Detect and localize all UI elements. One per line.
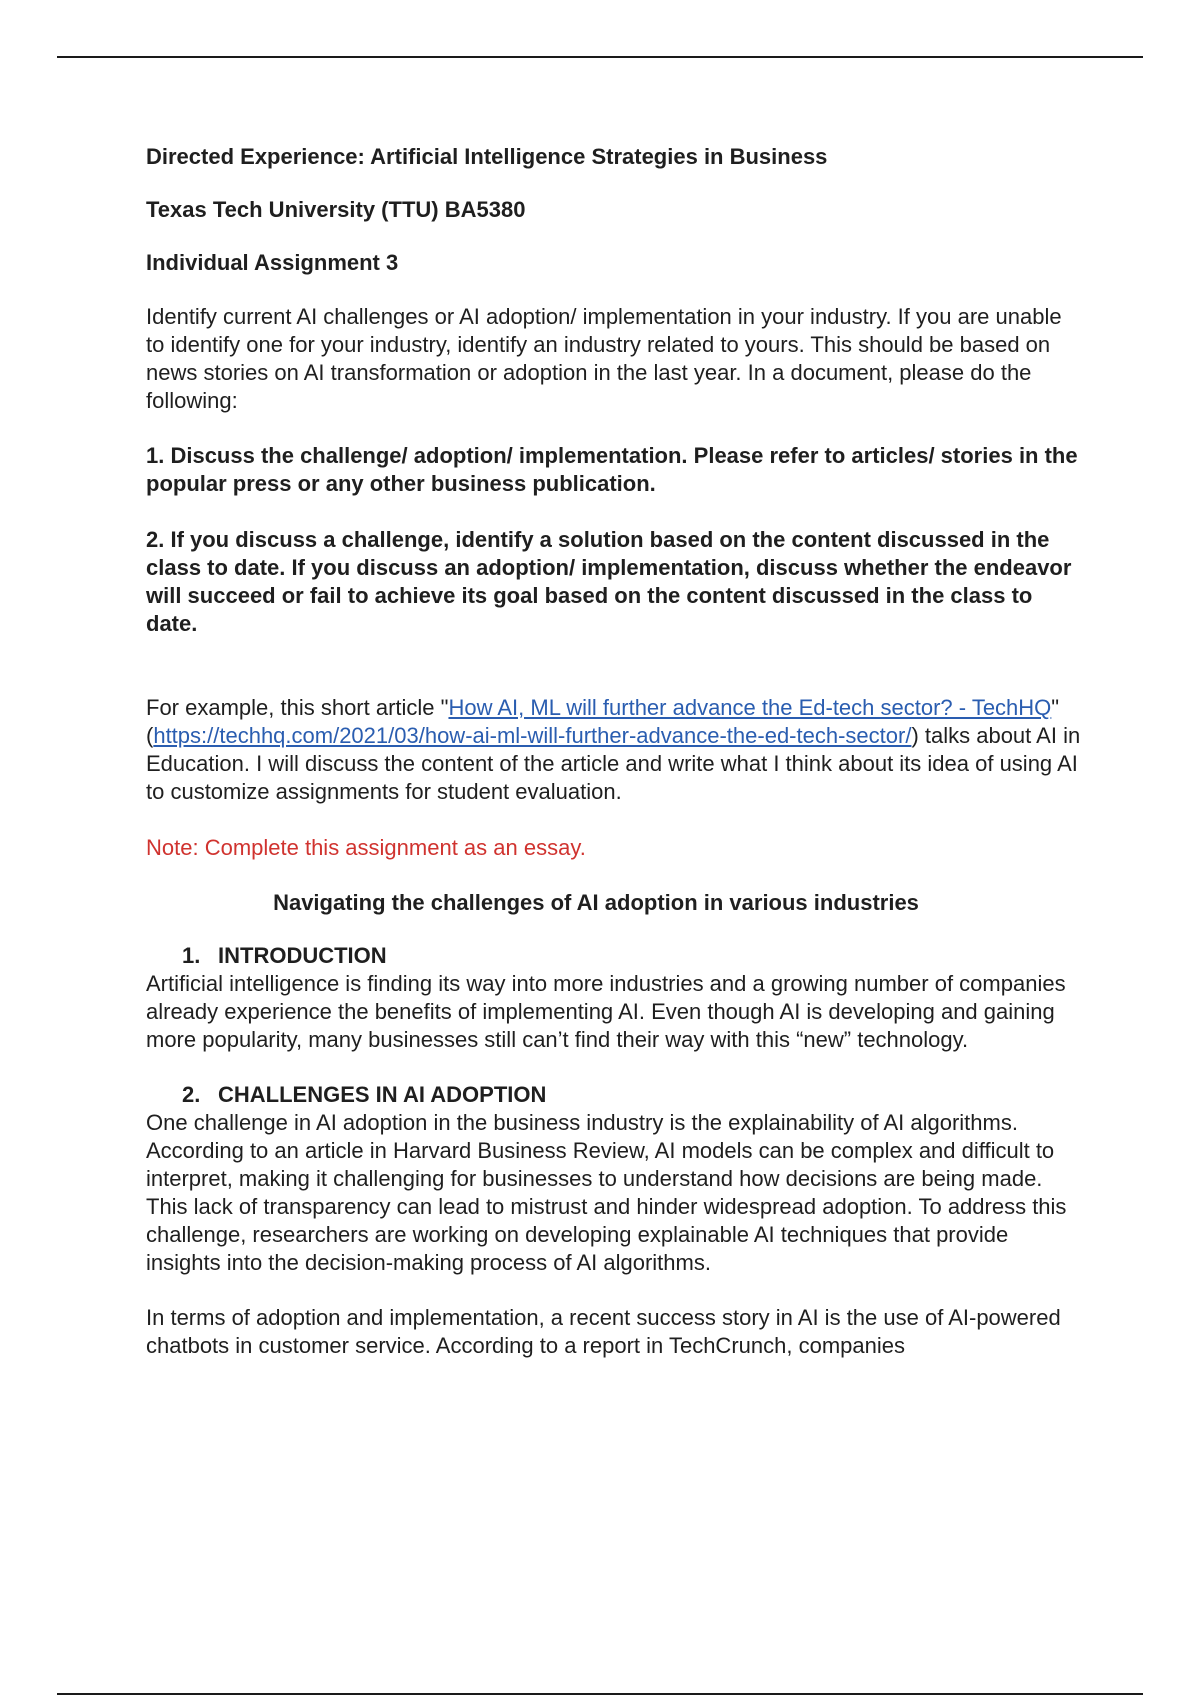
- challenges-paragraph-1: One challenge in AI adoption in the business industry is the explainability of AI algorithms. According to an article in Harvard Business Review, AI models can be complex and difficult to interpret, making it challenging for businesses to understand how decisions are being made. This lack of transparency can lead to mistrust and hinder widespread adoption. To address this challenge, researchers are working on developing explainable AI techniques that provide insights into the decision-making process of AI algorithms.: [146, 1110, 1067, 1275]
- section-heading-text: INTRODUCTION: [218, 943, 387, 968]
- introduction-paragraph: Artificial intelligence is finding its way into more industries and a growing number of companies already experience the benefits of implementing AI. Even though AI is developing and gaining more popularity, many businesses still can’t find their way with this “new” technology.: [146, 971, 1066, 1052]
- example-prefix: For example, this short article ": [146, 695, 449, 720]
- assignment-note: Note: Complete this assignment as an essay.: [146, 835, 586, 860]
- section-heading-challenges: [146, 1081, 1086, 1109]
- course-name: Texas Tech University (TTU) BA5380: [146, 197, 526, 222]
- section-heading-text: CHALLENGES IN AI ADOPTION: [218, 1082, 547, 1107]
- article-url-link[interactable]: https://techhq.com/2021/03/how-ai-ml-will-further-advance-the-ed-tech-sector/: [153, 723, 912, 748]
- article-title-link[interactable]: How AI, ML will further advance the Ed-tech sector? - TechHQ: [448, 695, 1052, 720]
- section-heading-introduction: [146, 942, 1086, 970]
- instruction-item-1: 1. Discuss the challenge/ adoption/ implementation. Please refer to articles/ stories in the popular press or any other business publication.: [146, 443, 1078, 496]
- essay-title: Navigating the challenges of AI adoption in various industries: [273, 890, 919, 915]
- example-suffix: ) talks about AI in Education. I will discuss the content of the article and write what I think about its idea of using AI to customize assignments for student evaluation.: [146, 723, 1081, 804]
- section-number: 1.: [182, 943, 201, 968]
- example-paragraph: [146, 694, 1086, 806]
- bottom-rule: [57, 1693, 1143, 1695]
- assignment-name: Individual Assignment 3: [146, 250, 399, 275]
- top-rule: [57, 56, 1143, 58]
- assignment-intro: Identify current AI challenges or AI adoption/ implementation in your industry. If you are unable to identify one for your industry, identify an industry related to yours. This should be based on news stories on AI transformation or adoption in the last year. In a document, please do the following:: [146, 304, 1062, 413]
- section-number: 2.: [182, 1082, 201, 1107]
- challenges-paragraph-2: In terms of adoption and implementation, a recent success story in AI is the use of AI-powered chatbots in customer service. According to a report in TechCrunch, companies: [146, 1305, 1061, 1358]
- example-middle: " (: [146, 695, 1060, 748]
- document-page: [146, 143, 1086, 1360]
- instruction-item-2: 2. If you discuss a challenge, identify a solution based on the content discussed in the class to date. If you discuss an adoption/ implementation, discuss whether the endeavor will succeed or fail to achieve its goal based on the content discussed in the class to date.: [146, 527, 1072, 636]
- document-title: Directed Experience: Artificial Intelligence Strategies in Business: [146, 144, 828, 169]
